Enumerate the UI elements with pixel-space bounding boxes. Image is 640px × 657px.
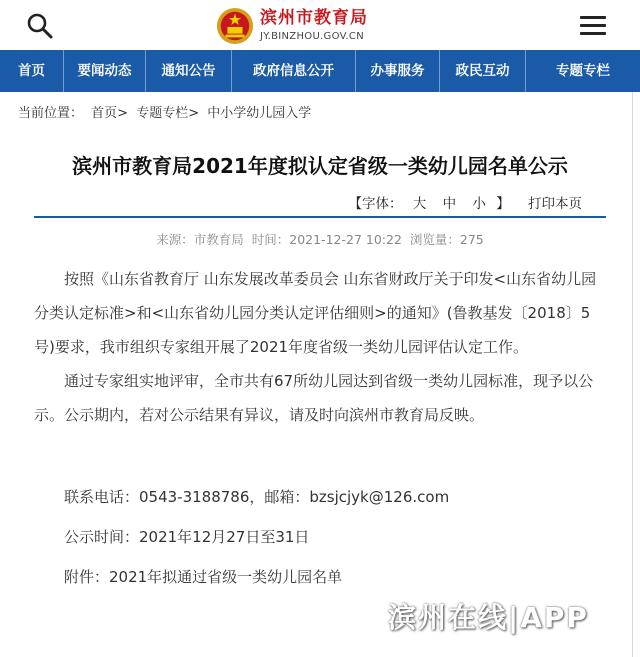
site-header [0,0,640,50]
nav-item-topics[interactable]: 专题专栏 [556,63,610,79]
title-divider [34,216,606,218]
breadcrumb-home[interactable]: 首页> [91,106,129,121]
nav-item-gov-info[interactable]: 政府信息公开 [232,50,356,92]
hamburger-menu-icon[interactable] [580,16,606,36]
publicity-period: 公示时间：2021年12月27日至31日 [64,528,310,546]
breadcrumb [18,102,315,121]
article-paragraph: 通过专家组实地评审，全市共有67所幼儿园达到省级一类幼儿园标准，现予以公示。公示期内，若对公示结果有异议，请及时向滨州市教育局反映。 [34,372,594,424]
nav-item-notices[interactable]: 通知公告 [146,50,232,92]
breadcrumb-topics[interactable]: 专题专栏> [136,106,200,121]
nav-item-news[interactable]: 要闻动态 [64,50,146,92]
print-button[interactable]: 打印本页 [528,196,582,212]
font-medium-button[interactable]: 中 [442,196,457,212]
font-size-label: 【字体： [348,196,403,212]
font-small-button[interactable]: 小 [472,196,486,212]
site-logo[interactable] [216,6,368,46]
site-name: 滨州市教育局 [260,8,368,28]
attachment-link[interactable]: 附件：2021年拟通过省级一类幼儿园名单 [64,568,343,586]
article-paragraph: 按照《山东省教育厅 山东发展改革委员会 山东省财政厅关于印发<山东省幼儿园分类认定标准>和<山东省幼儿园分类认定评估细则>的通知》(鲁教基发〔2018〕5号)要求，我市组织专家组开展了2021年度省级一类幼儿园评估认定工作。 [34,270,597,356]
font-large-button[interactable]: 大 [412,196,427,212]
breadcrumb-enrollment[interactable]: 中小学幼儿园入学 [207,106,312,121]
nav-item-interaction[interactable]: 政民互动 [440,50,526,92]
article-views: 浏览量：275 [409,232,484,247]
article-title: 滨州市教育局2021年度拟认定省级一类幼儿园名单公示 [72,154,568,178]
nav-item-home[interactable]: 首页 [0,50,64,92]
main-nav [0,50,640,92]
article-body [34,262,606,594]
site-domain: JY.BINZHOU.GOV.CN [260,31,364,42]
search-icon[interactable] [26,12,54,40]
national-emblem-icon [216,7,254,45]
article-meta [0,230,640,248]
article-tools [349,192,582,212]
breadcrumb-label: 当前位置： [18,106,84,121]
contact-info: 联系电话：0543-3188786，邮箱：bzsjcjyk@126.com [64,488,450,506]
font-size-close: 】 [496,196,510,212]
nav-item-services[interactable]: 办事服务 [356,50,440,92]
article-source: 来源：市教育局 [156,232,244,247]
app-watermark: 滨州在线|APP [388,601,589,634]
article-time: 时间：2021-12-27 10:22 [251,232,402,247]
